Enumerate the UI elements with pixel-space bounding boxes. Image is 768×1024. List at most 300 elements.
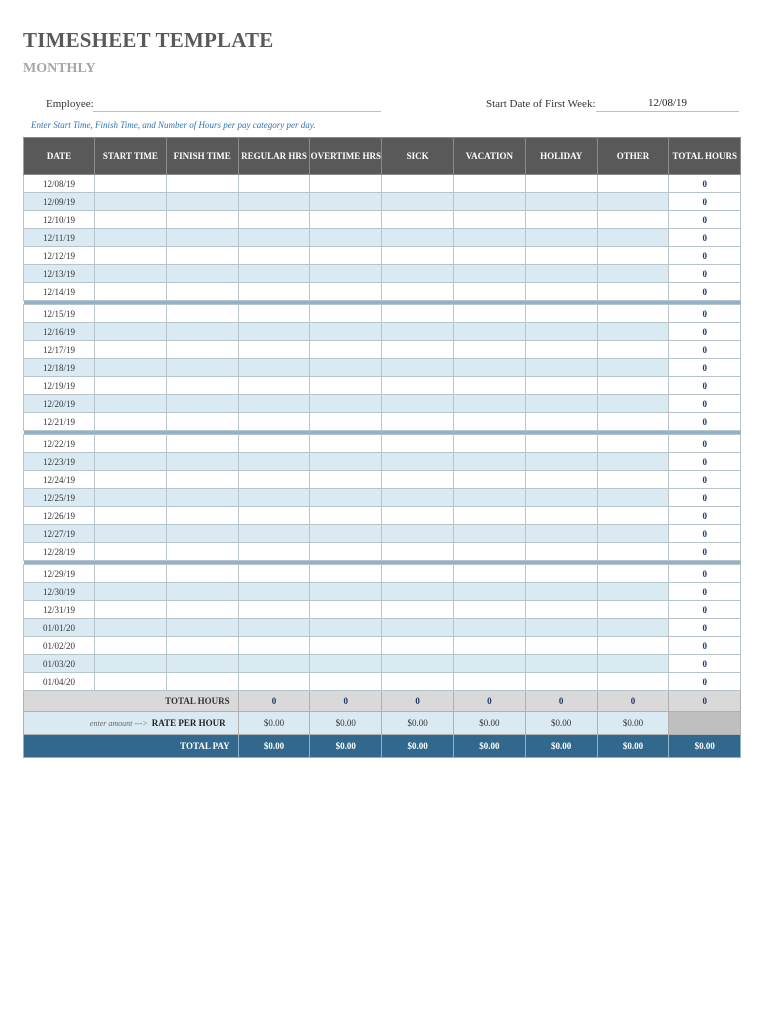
holiday-cell[interactable] [525,341,597,359]
finish-time-cell[interactable] [166,543,238,561]
other-cell[interactable] [597,175,669,193]
vacation-cell[interactable] [453,211,525,229]
start-time-cell[interactable] [95,619,167,637]
start-time-cell[interactable] [95,435,167,453]
vacation-cell[interactable] [453,377,525,395]
regular-hrs-cell[interactable] [238,565,310,583]
holiday-cell[interactable] [525,175,597,193]
start-time-cell[interactable] [95,211,167,229]
start-time-cell[interactable] [95,265,167,283]
other-cell[interactable] [597,637,669,655]
sick-cell[interactable] [382,637,454,655]
other-cell[interactable] [597,619,669,637]
start-time-cell[interactable] [95,229,167,247]
start-time-cell[interactable] [95,673,167,691]
sick-cell[interactable] [382,359,454,377]
overtime-hrs-cell[interactable] [310,413,382,431]
vacation-cell[interactable] [453,323,525,341]
vacation-cell[interactable] [453,619,525,637]
finish-time-cell[interactable] [166,565,238,583]
finish-time-cell[interactable] [166,265,238,283]
vacation-cell[interactable] [453,341,525,359]
finish-time-cell[interactable] [166,489,238,507]
timesheet-table [23,137,741,758]
start-time-cell[interactable] [95,193,167,211]
date-cell: 12/18/19 [24,359,95,377]
holiday-cell[interactable] [525,413,597,431]
date-cell: 12/27/19 [24,525,95,543]
start-date-field[interactable]: 12/08/19 [647,97,688,109]
vacation-cell[interactable] [453,525,525,543]
holiday-cell[interactable] [525,377,597,395]
other-cell[interactable] [597,323,669,341]
overtime-hrs-cell[interactable] [310,601,382,619]
regular-hrs-cell[interactable] [238,489,310,507]
other-cell[interactable] [597,229,669,247]
rate-hint: enter amount ---> [89,719,148,728]
vacation-cell[interactable] [453,175,525,193]
overtime-hrs-cell[interactable] [310,341,382,359]
date-cell: 01/04/20 [24,673,95,691]
table-row [24,229,741,247]
holiday-cell[interactable] [525,247,597,265]
start-time-cell[interactable] [95,453,167,471]
finish-time-cell[interactable] [166,453,238,471]
overtime-hrs-cell[interactable] [310,359,382,377]
total-hours-cell: 0 [669,395,741,413]
sick-cell[interactable] [382,323,454,341]
vacation-cell[interactable] [453,435,525,453]
overtime-hrs-cell[interactable] [310,619,382,637]
other-cell[interactable] [597,673,669,691]
other-cell[interactable] [597,359,669,377]
other-cell[interactable] [597,543,669,561]
other-cell[interactable] [597,655,669,673]
regular-hrs-cell[interactable] [238,359,310,377]
regular-hrs-cell[interactable] [238,247,310,265]
vacation-cell[interactable] [453,305,525,323]
finish-time-cell[interactable] [166,283,238,301]
column-header-start-time: START TIME [95,138,167,175]
timesheet-body [24,175,741,691]
start-time-cell[interactable] [95,247,167,265]
date-cell: 12/15/19 [24,305,95,323]
total-hours-cell: 0 [669,601,741,619]
other-cell[interactable] [597,453,669,471]
regular-hrs-cell[interactable] [238,453,310,471]
other-cell[interactable] [597,377,669,395]
other-cell[interactable] [597,265,669,283]
finish-time-cell[interactable] [166,395,238,413]
total-hours-overtime: 0 [310,691,382,712]
holiday-cell[interactable] [525,323,597,341]
other-cell[interactable] [597,413,669,431]
holiday-cell[interactable] [525,601,597,619]
holiday-cell[interactable] [525,283,597,301]
sick-cell[interactable] [382,377,454,395]
overtime-hrs-cell[interactable] [310,565,382,583]
overtime-hrs-cell[interactable] [310,283,382,301]
start-time-cell[interactable] [95,377,167,395]
date-cell: 12/31/19 [24,601,95,619]
overtime-hrs-cell[interactable] [310,543,382,561]
sick-cell[interactable] [382,247,454,265]
sick-cell[interactable] [382,565,454,583]
regular-hrs-cell[interactable] [238,601,310,619]
start-time-cell[interactable] [95,565,167,583]
other-cell[interactable] [597,247,669,265]
total-hours-holiday: 0 [525,691,597,712]
date-cell: 12/09/19 [24,193,95,211]
regular-hrs-cell[interactable] [238,283,310,301]
holiday-cell[interactable] [525,471,597,489]
regular-hrs-cell[interactable] [238,265,310,283]
start-time-cell[interactable] [95,601,167,619]
total-pay-row [24,735,741,758]
regular-hrs-cell[interactable] [238,211,310,229]
start-time-cell[interactable] [95,489,167,507]
column-header-sick: SICK [382,138,454,175]
start-time-cell[interactable] [95,507,167,525]
total-hours-cell: 0 [669,673,741,691]
employee-field[interactable] [93,111,381,112]
regular-hrs-cell[interactable] [238,525,310,543]
vacation-cell[interactable] [453,453,525,471]
holiday-cell[interactable] [525,229,597,247]
start-time-cell[interactable] [95,655,167,673]
holiday-cell[interactable] [525,265,597,283]
vacation-cell[interactable] [453,265,525,283]
holiday-cell[interactable] [525,489,597,507]
holiday-cell[interactable] [525,583,597,601]
other-cell[interactable] [597,283,669,301]
start-time-cell[interactable] [95,583,167,601]
other-cell[interactable] [597,471,669,489]
sick-cell[interactable] [382,229,454,247]
start-time-cell[interactable] [95,637,167,655]
table-row [24,283,741,301]
total-hours-row [24,691,741,712]
overtime-hrs-cell[interactable] [310,673,382,691]
other-cell[interactable] [597,525,669,543]
start-time-cell[interactable] [95,543,167,561]
regular-hrs-cell[interactable] [238,305,310,323]
finish-time-cell[interactable] [166,247,238,265]
start-time-cell[interactable] [95,395,167,413]
other-cell[interactable] [597,395,669,413]
sick-cell[interactable] [382,175,454,193]
finish-time-cell[interactable] [166,341,238,359]
date-cell: 12/13/19 [24,265,95,283]
overtime-hrs-cell[interactable] [310,265,382,283]
regular-hrs-cell[interactable] [238,395,310,413]
start-time-cell[interactable] [95,283,167,301]
sick-cell[interactable] [382,413,454,431]
finish-time-cell[interactable] [166,601,238,619]
holiday-cell[interactable] [525,507,597,525]
table-row [24,395,741,413]
sick-cell[interactable] [382,453,454,471]
start-time-cell[interactable] [95,305,167,323]
finish-time-cell[interactable] [166,305,238,323]
date-cell: 12/17/19 [24,341,95,359]
vacation-cell[interactable] [453,471,525,489]
regular-hrs-cell[interactable] [238,583,310,601]
column-header-regular-hrs: REGULAR HRS [238,138,310,175]
sick-cell[interactable] [382,193,454,211]
date-cell: 12/19/19 [24,377,95,395]
table-row [24,471,741,489]
overtime-hrs-cell[interactable] [310,247,382,265]
regular-hrs-cell[interactable] [238,341,310,359]
finish-time-cell[interactable] [166,525,238,543]
holiday-cell[interactable] [525,637,597,655]
sick-cell[interactable] [382,507,454,525]
finish-time-cell[interactable] [166,619,238,637]
other-cell[interactable] [597,583,669,601]
overtime-hrs-cell[interactable] [310,305,382,323]
regular-hrs-cell[interactable] [238,655,310,673]
other-cell[interactable] [597,489,669,507]
regular-hrs-cell[interactable] [238,377,310,395]
regular-hrs-cell[interactable] [238,673,310,691]
finish-time-cell[interactable] [166,637,238,655]
sick-cell[interactable] [382,655,454,673]
holiday-cell[interactable] [525,435,597,453]
overtime-hrs-cell[interactable] [310,489,382,507]
table-row [24,413,741,431]
table-row [24,211,741,229]
date-cell: 12/23/19 [24,453,95,471]
vacation-cell[interactable] [453,413,525,431]
overtime-hrs-cell[interactable] [310,655,382,673]
regular-hrs-cell[interactable] [238,507,310,525]
holiday-cell[interactable] [525,525,597,543]
vacation-cell[interactable] [453,637,525,655]
regular-hrs-cell[interactable] [238,435,310,453]
vacation-cell[interactable] [453,565,525,583]
overtime-hrs-cell[interactable] [310,435,382,453]
sick-cell[interactable] [382,489,454,507]
total-hours-cell: 0 [669,247,741,265]
total-hours-cell: 0 [669,283,741,301]
table-row [24,543,741,561]
finish-time-cell[interactable] [166,229,238,247]
column-header-overtime-hrs: OVERTIME HRS [310,138,382,175]
vacation-cell[interactable] [453,543,525,561]
holiday-cell[interactable] [525,359,597,377]
vacation-cell[interactable] [453,655,525,673]
table-row [24,377,741,395]
vacation-cell[interactable] [453,359,525,377]
finish-time-cell[interactable] [166,413,238,431]
finish-time-cell[interactable] [166,583,238,601]
regular-hrs-cell[interactable] [238,471,310,489]
total-hours-cell: 0 [669,377,741,395]
rate-overtime-input[interactable]: $0.00 [310,712,382,735]
other-cell[interactable] [597,565,669,583]
overtime-hrs-cell[interactable] [310,377,382,395]
holiday-cell[interactable] [525,619,597,637]
vacation-cell[interactable] [453,507,525,525]
sick-cell[interactable] [382,341,454,359]
sick-cell[interactable] [382,265,454,283]
holiday-cell[interactable] [525,395,597,413]
date-cell: 12/16/19 [24,323,95,341]
total-hours-other: 0 [597,691,669,712]
finish-time-cell[interactable] [166,471,238,489]
total-hours-cell: 0 [669,543,741,561]
holiday-cell[interactable] [525,305,597,323]
date-cell: 12/30/19 [24,583,95,601]
sick-cell[interactable] [382,395,454,413]
vacation-cell[interactable] [453,395,525,413]
holiday-cell[interactable] [525,211,597,229]
overtime-hrs-cell[interactable] [310,395,382,413]
other-cell[interactable] [597,341,669,359]
total-hours-cell: 0 [669,637,741,655]
overtime-hrs-cell[interactable] [310,637,382,655]
overtime-hrs-cell[interactable] [310,175,382,193]
other-cell[interactable] [597,507,669,525]
sick-cell[interactable] [382,211,454,229]
table-row [24,637,741,655]
date-cell: 12/25/19 [24,489,95,507]
date-cell: 12/22/19 [24,435,95,453]
finish-time-cell[interactable] [166,507,238,525]
total-pay-regular: $0.00 [238,735,310,758]
overtime-hrs-cell[interactable] [310,507,382,525]
date-cell: 12/29/19 [24,565,95,583]
sick-cell[interactable] [382,673,454,691]
finish-time-cell[interactable] [166,377,238,395]
sick-cell[interactable] [382,583,454,601]
table-row [24,323,741,341]
sick-cell[interactable] [382,619,454,637]
holiday-cell[interactable] [525,565,597,583]
overtime-hrs-cell[interactable] [310,525,382,543]
overtime-hrs-cell[interactable] [310,211,382,229]
total-hours-cell: 0 [669,265,741,283]
finish-time-cell[interactable] [166,193,238,211]
finish-time-cell[interactable] [166,673,238,691]
total-pay-label: TOTAL PAY [24,735,239,758]
sick-cell[interactable] [382,305,454,323]
vacation-cell[interactable] [453,193,525,211]
vacation-cell[interactable] [453,283,525,301]
table-row [24,453,741,471]
sick-cell[interactable] [382,283,454,301]
holiday-cell[interactable] [525,453,597,471]
sick-cell[interactable] [382,471,454,489]
vacation-cell[interactable] [453,673,525,691]
total-hours-cell: 0 [669,341,741,359]
page-subtitle: MONTHLY [23,61,96,76]
other-cell[interactable] [597,305,669,323]
overtime-hrs-cell[interactable] [310,323,382,341]
sick-cell[interactable] [382,435,454,453]
column-header-finish-time: FINISH TIME [166,138,238,175]
rate-other-input[interactable]: $0.00 [597,712,669,735]
overtime-hrs-cell[interactable] [310,471,382,489]
total-hours-cell: 0 [669,507,741,525]
regular-hrs-cell[interactable] [238,619,310,637]
finish-time-cell[interactable] [166,211,238,229]
date-cell: 12/08/19 [24,175,95,193]
total-pay-grand: $0.00 [669,735,741,758]
date-cell: 12/21/19 [24,413,95,431]
vacation-cell[interactable] [453,601,525,619]
start-time-cell[interactable] [95,525,167,543]
total-hours-grand: 0 [669,691,741,712]
regular-hrs-cell[interactable] [238,637,310,655]
rate-regular-input[interactable]: $0.00 [238,712,310,735]
finish-time-cell[interactable] [166,435,238,453]
regular-hrs-cell[interactable] [238,323,310,341]
holiday-cell[interactable] [525,193,597,211]
total-hours-cell: 0 [669,323,741,341]
start-time-cell[interactable] [95,175,167,193]
overtime-hrs-cell[interactable] [310,583,382,601]
date-cell: 01/01/20 [24,619,95,637]
column-header-date: DATE [24,138,95,175]
rate-holiday-input[interactable]: $0.00 [525,712,597,735]
start-time-cell[interactable] [95,323,167,341]
holiday-cell[interactable] [525,655,597,673]
vacation-cell[interactable] [453,247,525,265]
finish-time-cell[interactable] [166,175,238,193]
start-time-cell[interactable] [95,471,167,489]
total-hours-cell: 0 [669,619,741,637]
date-cell: 12/11/19 [24,229,95,247]
regular-hrs-cell[interactable] [238,413,310,431]
other-cell[interactable] [597,601,669,619]
other-cell[interactable] [597,211,669,229]
regular-hrs-cell[interactable] [238,543,310,561]
regular-hrs-cell[interactable] [238,229,310,247]
regular-hrs-cell[interactable] [238,175,310,193]
other-cell[interactable] [597,435,669,453]
start-time-cell[interactable] [95,341,167,359]
sick-cell[interactable] [382,601,454,619]
holiday-cell[interactable] [525,673,597,691]
rate-per-hour-row [24,712,741,735]
regular-hrs-cell[interactable] [238,193,310,211]
finish-time-cell[interactable] [166,323,238,341]
finish-time-cell[interactable] [166,655,238,673]
date-cell: 12/10/19 [24,211,95,229]
vacation-cell[interactable] [453,583,525,601]
vacation-cell[interactable] [453,229,525,247]
rate-vacation-input[interactable]: $0.00 [453,712,525,735]
vacation-cell[interactable] [453,489,525,507]
start-time-cell[interactable] [95,359,167,377]
overtime-hrs-cell[interactable] [310,453,382,471]
sick-cell[interactable] [382,543,454,561]
rate-sick-input[interactable]: $0.00 [382,712,454,735]
other-cell[interactable] [597,193,669,211]
overtime-hrs-cell[interactable] [310,193,382,211]
finish-time-cell[interactable] [166,359,238,377]
date-cell: 12/12/19 [24,247,95,265]
date-cell: 12/24/19 [24,471,95,489]
table-row [24,583,741,601]
date-cell: 01/03/20 [24,655,95,673]
holiday-cell[interactable] [525,543,597,561]
overtime-hrs-cell[interactable] [310,229,382,247]
start-time-cell[interactable] [95,413,167,431]
sick-cell[interactable] [382,525,454,543]
